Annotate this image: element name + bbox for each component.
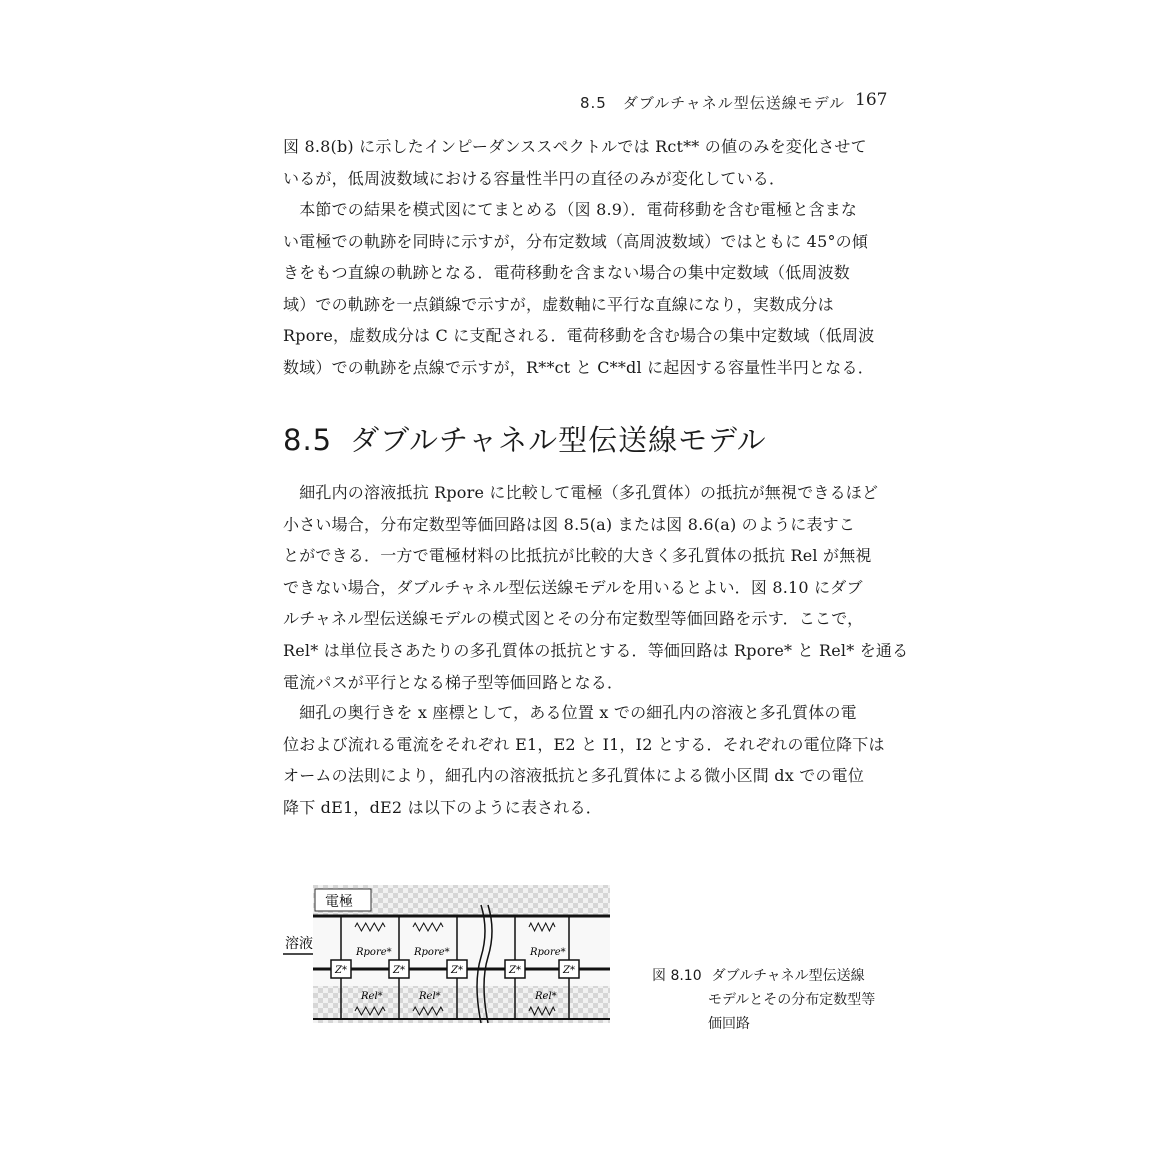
- page-number: 167: [855, 90, 888, 110]
- solution-label: 溶液: [285, 936, 313, 952]
- text-line: Rel* は単位長さあたりの多孔質体の抵抗とする．等価回路は Rpore* と Rel* を通る: [283, 640, 909, 660]
- impedance-label: Z*: [509, 965, 521, 976]
- text-line: 位および流れる電流をそれぞれ E1，E2 と I1，I2 とする．それぞれの電位降下は: [283, 734, 885, 754]
- text-line: いるが，低周波数域における容量性半円の直径のみが変化している．: [283, 168, 786, 188]
- text-line: できない場合，ダブルチャネル型伝送線モデルを用いるとよい．図 8.10 にダブ: [283, 577, 863, 597]
- paragraph-1: [283, 131, 888, 194]
- paragraph-3: [283, 477, 909, 698]
- text-line: 小さい場合，分布定数型等価回路は図 8.5(a) または図 8.6(a) のように表すこ: [283, 514, 856, 534]
- electrode-label: 電極: [325, 894, 353, 910]
- text-line: Rpore，虚数成分は C に支配される．電荷移動を含む場合の集中定数域（低周波: [283, 326, 875, 346]
- text-line: 細孔の奥行きを x 座標として，ある位置 x での細孔内の溶液と多孔質体の電: [283, 703, 857, 722]
- text-line: 図 8.8(b) に示したインピーダンススペクトルでは Rct** の値のみを変化させて: [283, 137, 867, 156]
- section-heading: [283, 418, 767, 459]
- rpore-label: Rpore*: [356, 947, 392, 958]
- text-line: きをもつ直線の軌跡となる．電荷移動を含まない場合の集中定数域（低周波数: [283, 263, 851, 283]
- rpore-label: Rpore*: [530, 947, 566, 958]
- impedance-label: Z*: [563, 965, 575, 976]
- rel-label: Rel*: [419, 991, 441, 1002]
- text-line: ルチャネル型伝送線モデルの模式図とその分布定数型等価回路を示す．ここで，: [283, 609, 864, 629]
- figure-8-10: [283, 883, 613, 1025]
- circuit-diagram: [283, 883, 613, 1025]
- section-title: ダブルチャネル型伝送線モデル: [350, 423, 767, 457]
- text-line: とができる．一方で電極材料の比抵抗が比較的大きく多孔質体の抵抗 Rel が無視: [283, 546, 872, 566]
- running-head: 8.5 ダブルチャネル型伝送線モデル: [580, 94, 846, 112]
- rel-label: Rel*: [535, 991, 557, 1002]
- text-line: 域）での軌跡を一点鎖線で示すが，虚数軸に平行な直線になり，実数成分は: [283, 294, 834, 314]
- paragraph-2: [283, 194, 888, 384]
- text-line: 電流パスが平行となる梯子型等価回路となる．: [283, 672, 624, 692]
- text-line: 降下 dE1，dE2 は以下のように表される．: [283, 797, 602, 817]
- figure-caption: [652, 964, 897, 1036]
- caption-line: 価回路: [708, 1016, 750, 1032]
- impedance-label: Z*: [335, 965, 347, 976]
- impedance-label: Z*: [393, 965, 405, 976]
- text-line: オームの法則により，細孔内の溶液抵抗と多孔質体による微小区間 dx での電位: [283, 766, 865, 786]
- rel-label: Rel*: [361, 991, 383, 1002]
- caption-line: モデルとその分布定数型等: [708, 992, 876, 1008]
- text-line: 数域）での軌跡を点線で示すが，R**ct と C**dl に起因する容量性半円となる．: [283, 357, 874, 377]
- text-line: 本節での結果を模式図にてまとめる（図 8.9）．電荷移動を含む電極と含まな: [283, 200, 858, 219]
- rpore-label: Rpore*: [414, 947, 450, 958]
- section-number: 8.5: [283, 423, 333, 457]
- paragraph-4: [283, 697, 888, 823]
- caption-label: 図 8.10: [652, 968, 702, 984]
- text-line: 細孔内の溶液抵抗 Rpore に比較して電極（多孔質体）の抵抗が無視できるほど: [283, 483, 879, 502]
- impedance-label: Z*: [451, 965, 463, 976]
- caption-line: ダブルチャネル型伝送線: [711, 968, 865, 984]
- text-line: い電極での軌跡を同時に示すが，分布定数域（高周波数域）ではともに 45°の傾: [283, 231, 869, 251]
